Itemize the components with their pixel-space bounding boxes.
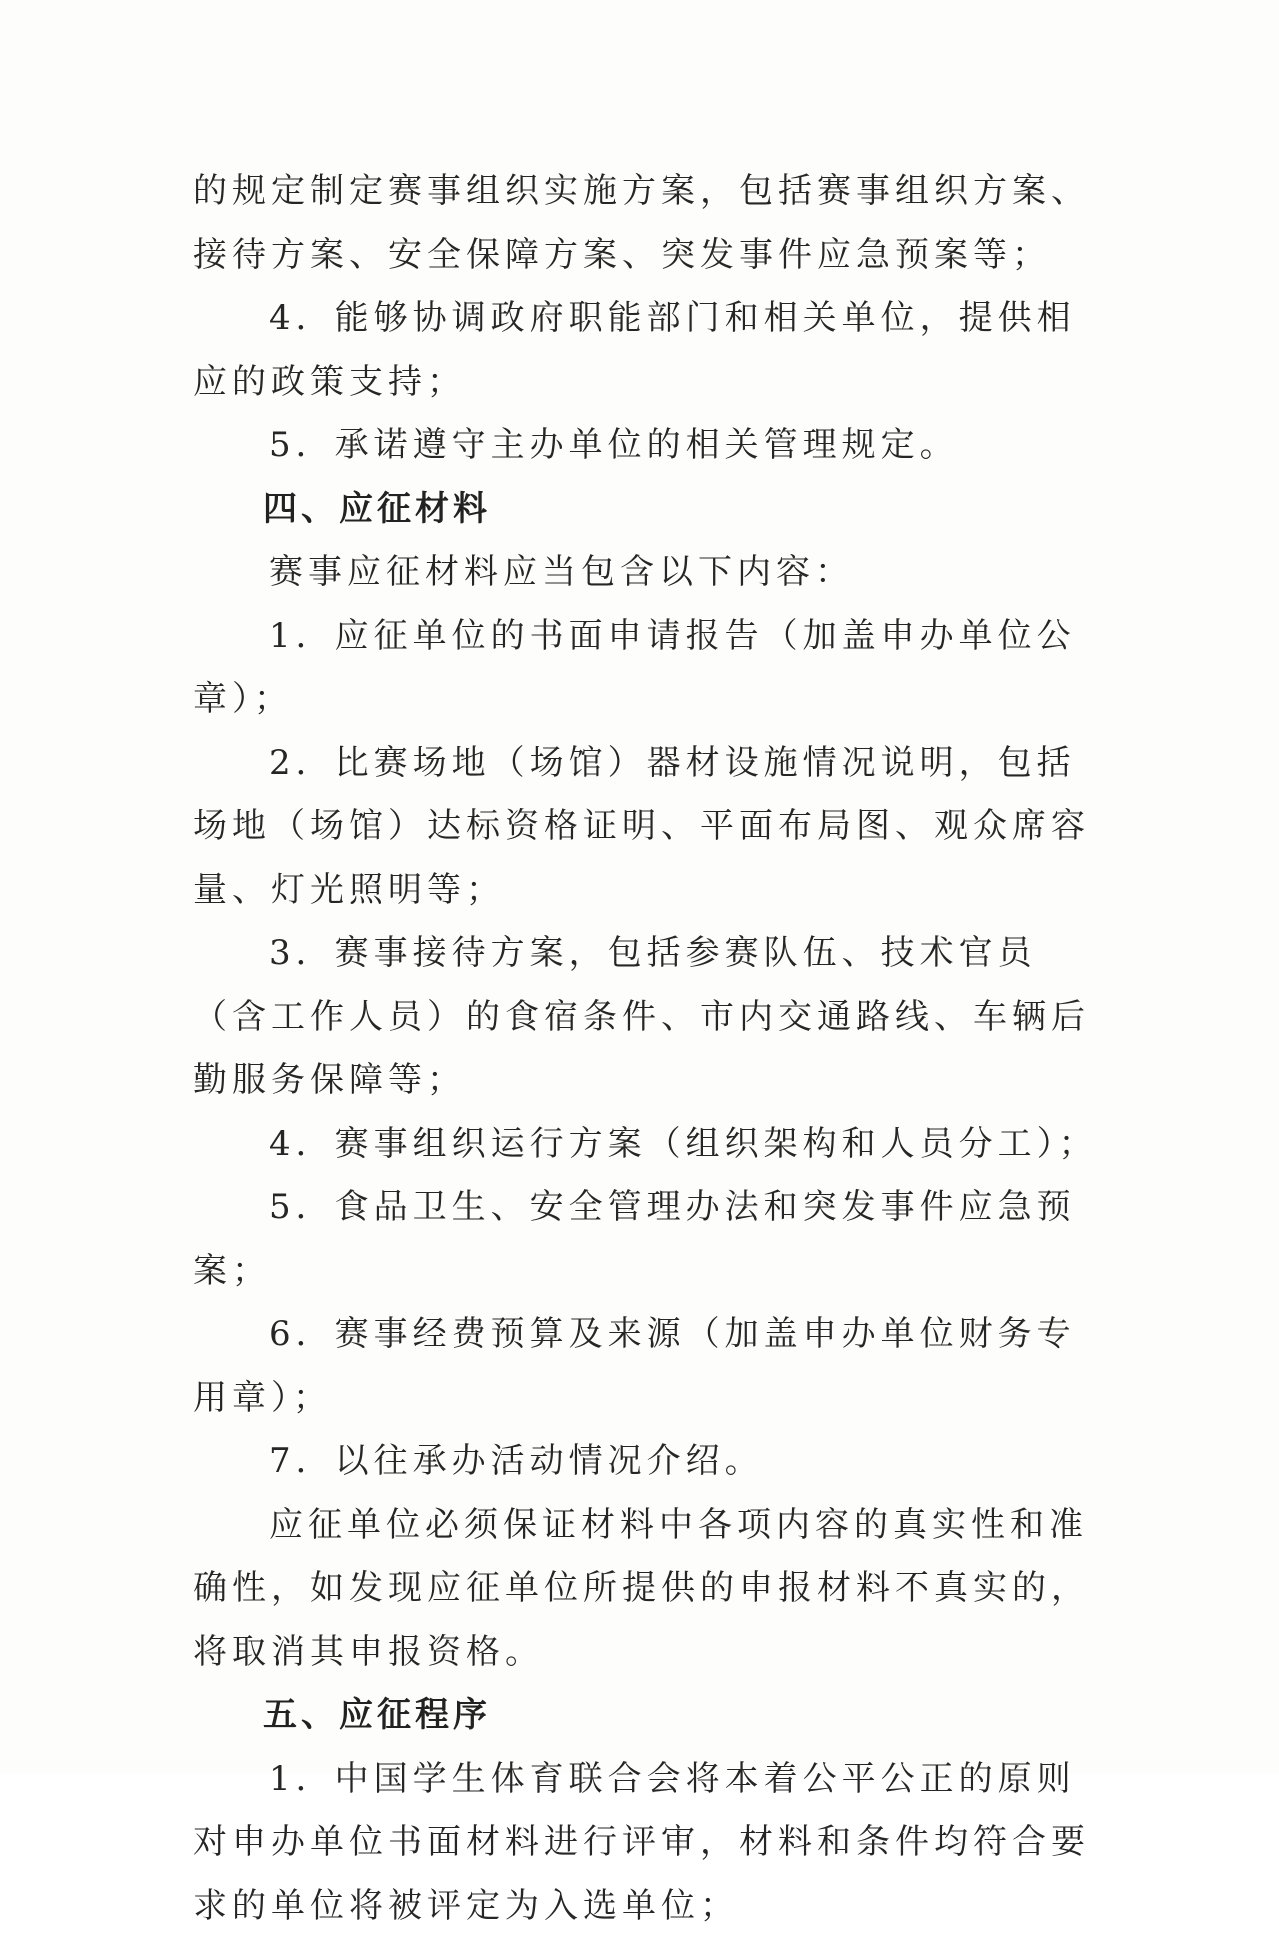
- section-heading-materials: 四、应征材料: [193, 478, 1113, 542]
- materials-item-2: 2．比赛场地（场馆）器材设施情况说明，包括场地（场馆）达标资格证明、平面布局图、观众席容量、灯光照明等；: [193, 732, 1113, 923]
- materials-item-3: 3．赛事接待方案，包括参赛队伍、技术官员（含工作人员）的食宿条件、市内交通路线、车辆后勤服务保障等；: [193, 922, 1113, 1113]
- materials-item-6: 6．赛事经费预算及来源（加盖申办单位财务专用章）；: [193, 1303, 1113, 1430]
- requirement-item-4: 4．能够协调政府职能部门和相关单位，提供相应的政策支持；: [193, 287, 1113, 414]
- materials-intro: 赛事应征材料应当包含以下内容：: [193, 541, 1113, 605]
- requirement-item-5: 5．承诺遵守主办单位的相关管理规定。: [193, 414, 1113, 478]
- materials-item-7: 7．以往承办活动情况介绍。: [193, 1430, 1113, 1494]
- materials-item-4: 4．赛事组织运行方案（组织架构和人员分工）；: [193, 1113, 1113, 1177]
- materials-item-5: 5．食品卫生、安全管理办法和突发事件应急预案；: [193, 1176, 1113, 1303]
- materials-item-1: 1．应征单位的书面申请报告（加盖申办单位公章）；: [193, 605, 1113, 732]
- document-body: [193, 160, 1113, 1938]
- section-heading-procedure: 五、应征程序: [193, 1684, 1113, 1748]
- procedure-item-1: 1．中国学生体育联合会将本着公平公正的原则对申办单位书面材料进行评审，材料和条件均符合要求的单位将被评定为入选单位；: [193, 1748, 1113, 1938]
- paragraph-continuation: 的规定制定赛事组织实施方案，包括赛事组织方案、接待方案、安全保障方案、突发事件应急预案等；: [193, 160, 1113, 287]
- authenticity-paragraph: 应征单位必须保证材料中各项内容的真实性和准确性，如发现应征单位所提供的申报材料不真实的，将取消其申报资格。: [193, 1494, 1113, 1685]
